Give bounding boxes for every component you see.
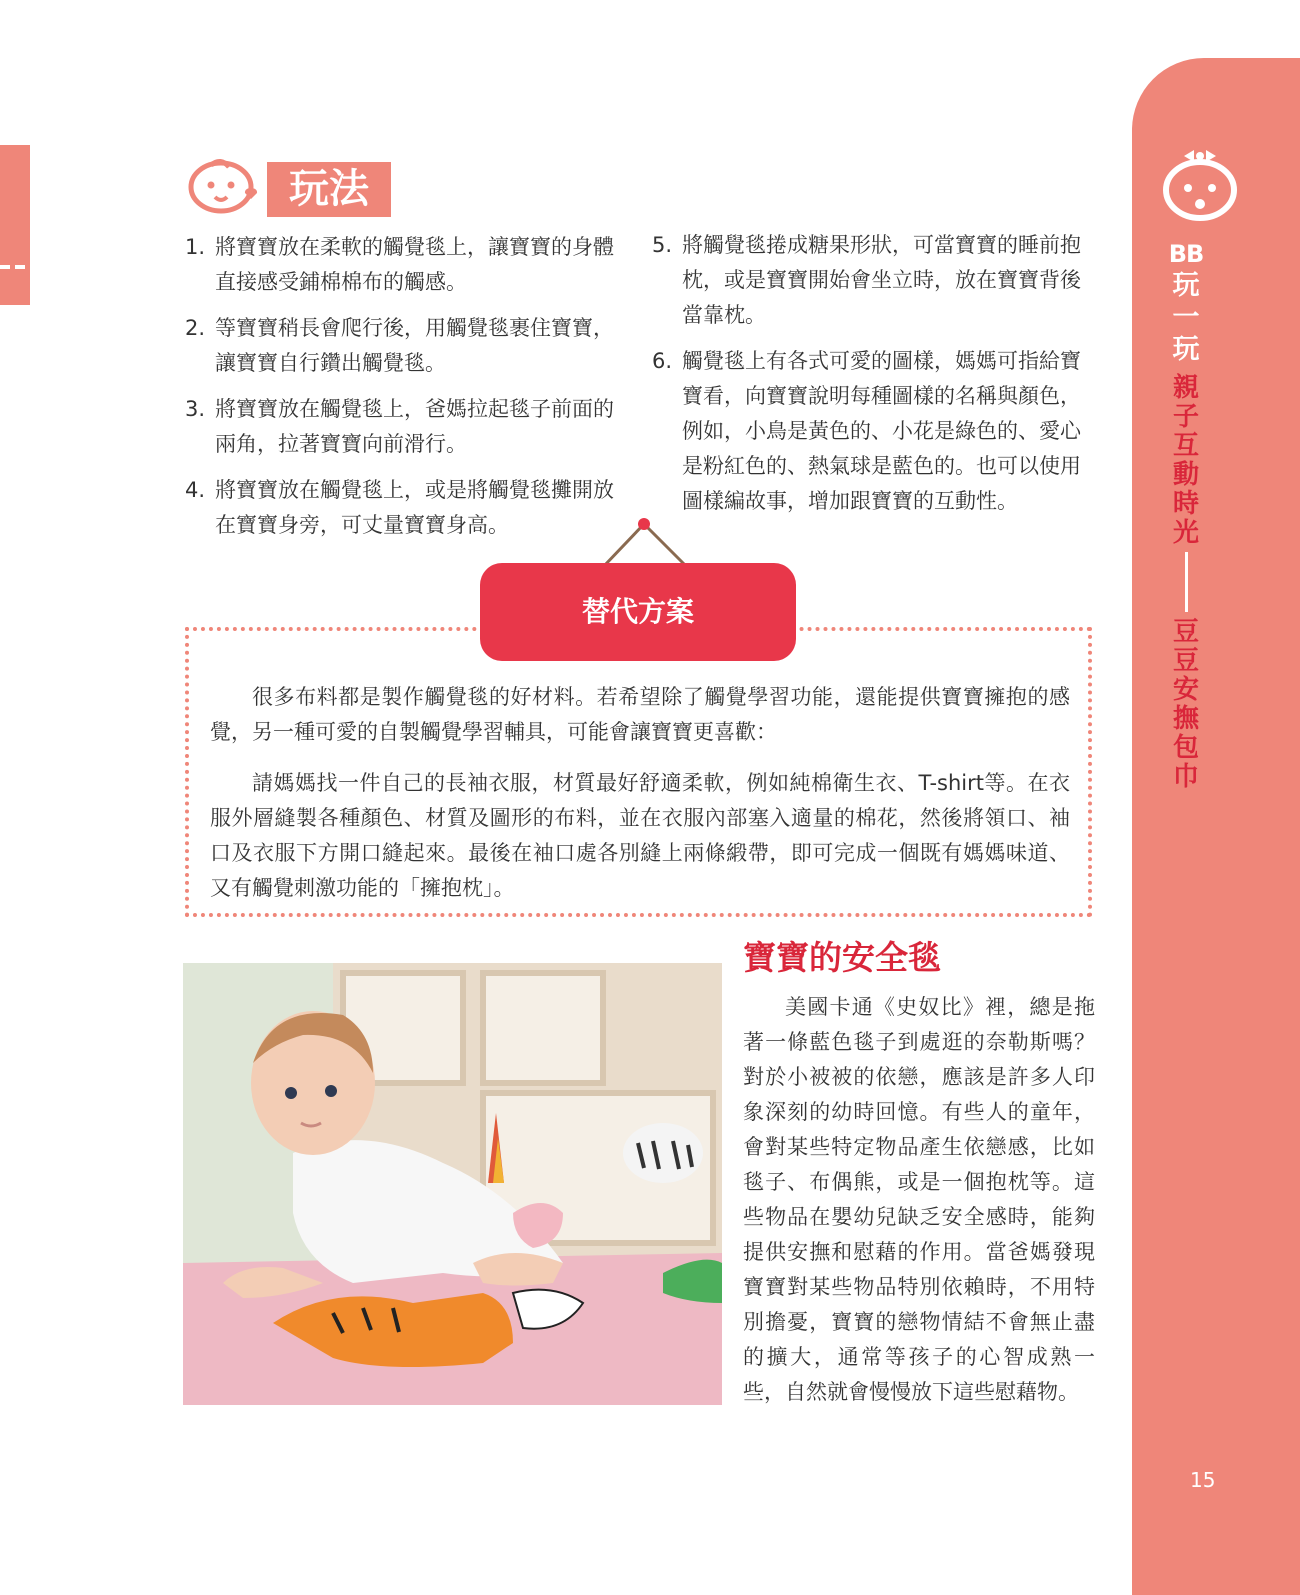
item-number: 4. xyxy=(185,478,206,502)
list-item xyxy=(185,230,630,300)
side-bb: BB xyxy=(1168,240,1204,268)
side-play-2: 一 xyxy=(1172,302,1200,333)
page-number: 15 xyxy=(1190,1468,1216,1492)
baby-face-icon xyxy=(1162,144,1248,224)
safety-text: 美國卡通《史奴比》裡，總是拖著一條藍色毯子到處逛的奈勒斯嗎？對於小被被的依戀，應該是許多人印象深刻的幼時回憶。有些人的童年，會對某些特定物品產生依戀感，比如毯子、布偶熊，或是一個抱枕等。這些物品在嬰幼兒缺乏安全感時，能夠提供安撫和慰藉的作用。當爸媽發現寶寶對某些物品特別依賴時，不用特別擔憂，寶寶的戀物情結不會無止盡的擴大，通常等孩子的心智成熟一些，自然就會慢慢放下這些慰藉物。 xyxy=(743,995,1095,1404)
item-text: 將寶寶放在觸覺毯上，或是將觸覺毯攤開放在寶寶身旁，可丈量寶寶身高。 xyxy=(215,478,614,537)
baby-on-mat-photo xyxy=(183,963,722,1405)
alternative-text xyxy=(210,680,1070,922)
hanging-string-icon xyxy=(600,518,690,568)
item-text: 將觸覺毯捲成糖果形狀，可當寶寶的睡前抱枕，或是寶寶開始會坐立時，放在寶寶背後當靠枕。 xyxy=(682,233,1081,327)
vertical-chapter-title xyxy=(1166,238,1206,792)
list-item xyxy=(185,311,630,381)
alternative-label: 替代方案 xyxy=(480,563,796,661)
safety-title: 寶寶的安全毯 xyxy=(743,938,941,977)
side-divider xyxy=(1185,552,1188,612)
baby-face-icon xyxy=(185,155,263,217)
alternative-paragraph: 請媽媽找一件自己的長袖衣服，材質最好舒適柔軟，例如純棉衛生衣、T-shirt等。在衣服外層縫製各種顏色、材質及圖形的布料，並在衣服內部塞入適量的棉花，然後將領口、袖口及衣服下方開口縫起來。最後在袖口處各別縫上兩條緞帶，即可完成一個既有媽媽味道、又有觸覺刺激功能的「擁抱枕」。 xyxy=(210,771,1070,900)
item-text: 等寶寶稍長會爬行後，用觸覺毯裹住寶寶，讓寶寶自行鑽出觸覺毯。 xyxy=(215,316,614,375)
left-edge-tab xyxy=(0,145,30,305)
side-play-1: 玩 xyxy=(1172,270,1200,301)
item-number: 2. xyxy=(185,316,206,340)
item-text: 觸覺毯上有各式可愛的圖樣，媽媽可指給寶寶看，向寶寶說明每種圖樣的名稱與顏色，例如，小鳥是黃色的、小花是綠色的、愛心是粉紅色的、熱氣球是藍色的。也可以使用圖樣編故事，增加跟寶寶的互動性。 xyxy=(682,349,1081,513)
item-number: 1. xyxy=(185,235,206,259)
list-item xyxy=(185,392,630,462)
list-item xyxy=(652,344,1097,519)
side-topic: 親子互動時光 xyxy=(1172,373,1199,548)
steps-left-column xyxy=(185,230,630,554)
steps-right-column xyxy=(652,228,1097,530)
side-play-3: 玩 xyxy=(1172,334,1200,365)
item-number: 3. xyxy=(185,397,206,421)
list-item xyxy=(652,228,1097,333)
list-item xyxy=(185,473,630,543)
item-text: 將寶寶放在觸覺毯上，爸媽拉起毯子前面的兩角，拉著寶寶向前滑行。 xyxy=(215,397,614,456)
heading-label: 玩法 xyxy=(267,162,391,217)
item-number: 5. xyxy=(652,233,673,257)
alternative-paragraph: 很多布料都是製作觸覺毯的好材料。若希望除了觸覺學習功能，還能提供寶寶擁抱的感覺，另一種可愛的自製觸覺學習輔具，可能會讓寶寶更喜歡： xyxy=(210,685,1070,744)
item-number: 6. xyxy=(652,349,673,373)
side-sub: 豆豆安撫包巾 xyxy=(1172,617,1199,792)
item-text: 將寶寶放在柔軟的觸覺毯上，讓寶寶的身體直接感受鋪棉棉布的觸感。 xyxy=(215,235,614,294)
chapter-side-band xyxy=(1132,58,1300,1595)
